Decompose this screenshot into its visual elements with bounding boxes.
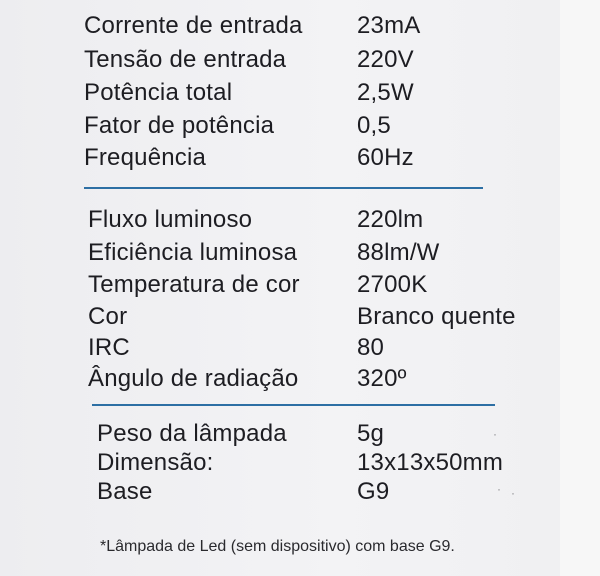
spec-label: Peso da lâmpada — [97, 420, 287, 447]
spec-label: Corrente de entrada — [84, 12, 303, 39]
spec-value: 60Hz — [357, 144, 414, 171]
spec-value: 23mA — [357, 12, 421, 39]
spec-label: Potência total — [84, 79, 233, 106]
spec-value: 220lm — [357, 206, 424, 233]
spec-label: Frequência — [84, 144, 207, 171]
page-edge — [560, 0, 600, 576]
spec-value: 88lm/W — [357, 239, 440, 266]
spec-label: Base — [97, 478, 153, 505]
section-divider — [84, 187, 483, 189]
section-divider — [92, 404, 495, 406]
spec-label: Temperatura de cor — [88, 271, 300, 298]
spec-label: Dimensão: — [97, 449, 214, 476]
spec-label: Fluxo luminoso — [88, 206, 253, 233]
spec-value: 2700K — [357, 271, 428, 298]
spec-label: Cor — [88, 303, 128, 330]
spec-value: 5g — [357, 420, 385, 447]
spec-label: Eficiência luminosa — [88, 239, 298, 266]
spec-label: Ângulo de radiação — [88, 365, 299, 392]
speck-mark: · — [493, 427, 497, 441]
spec-label: Tensão de entrada — [84, 46, 287, 73]
spec-label: IRC — [88, 334, 130, 361]
spec-label: Fator de potência — [84, 112, 275, 139]
spec-value: G9 — [357, 478, 390, 505]
spec-value: 13x13x50mm — [357, 449, 504, 476]
footnote: *Lâmpada de Led (sem dispositivo) com base G9. — [100, 538, 455, 555]
spec-value: 80 — [357, 334, 385, 361]
spec-value: 0,5 — [357, 112, 391, 139]
speck-mark: · — [511, 486, 515, 500]
spec-value: Branco quente — [357, 303, 516, 330]
spec-value: 220V — [357, 46, 414, 73]
speck-mark: · — [497, 482, 501, 496]
spec-value: 320º — [357, 365, 407, 392]
spec-value: 2,5W — [357, 79, 414, 106]
